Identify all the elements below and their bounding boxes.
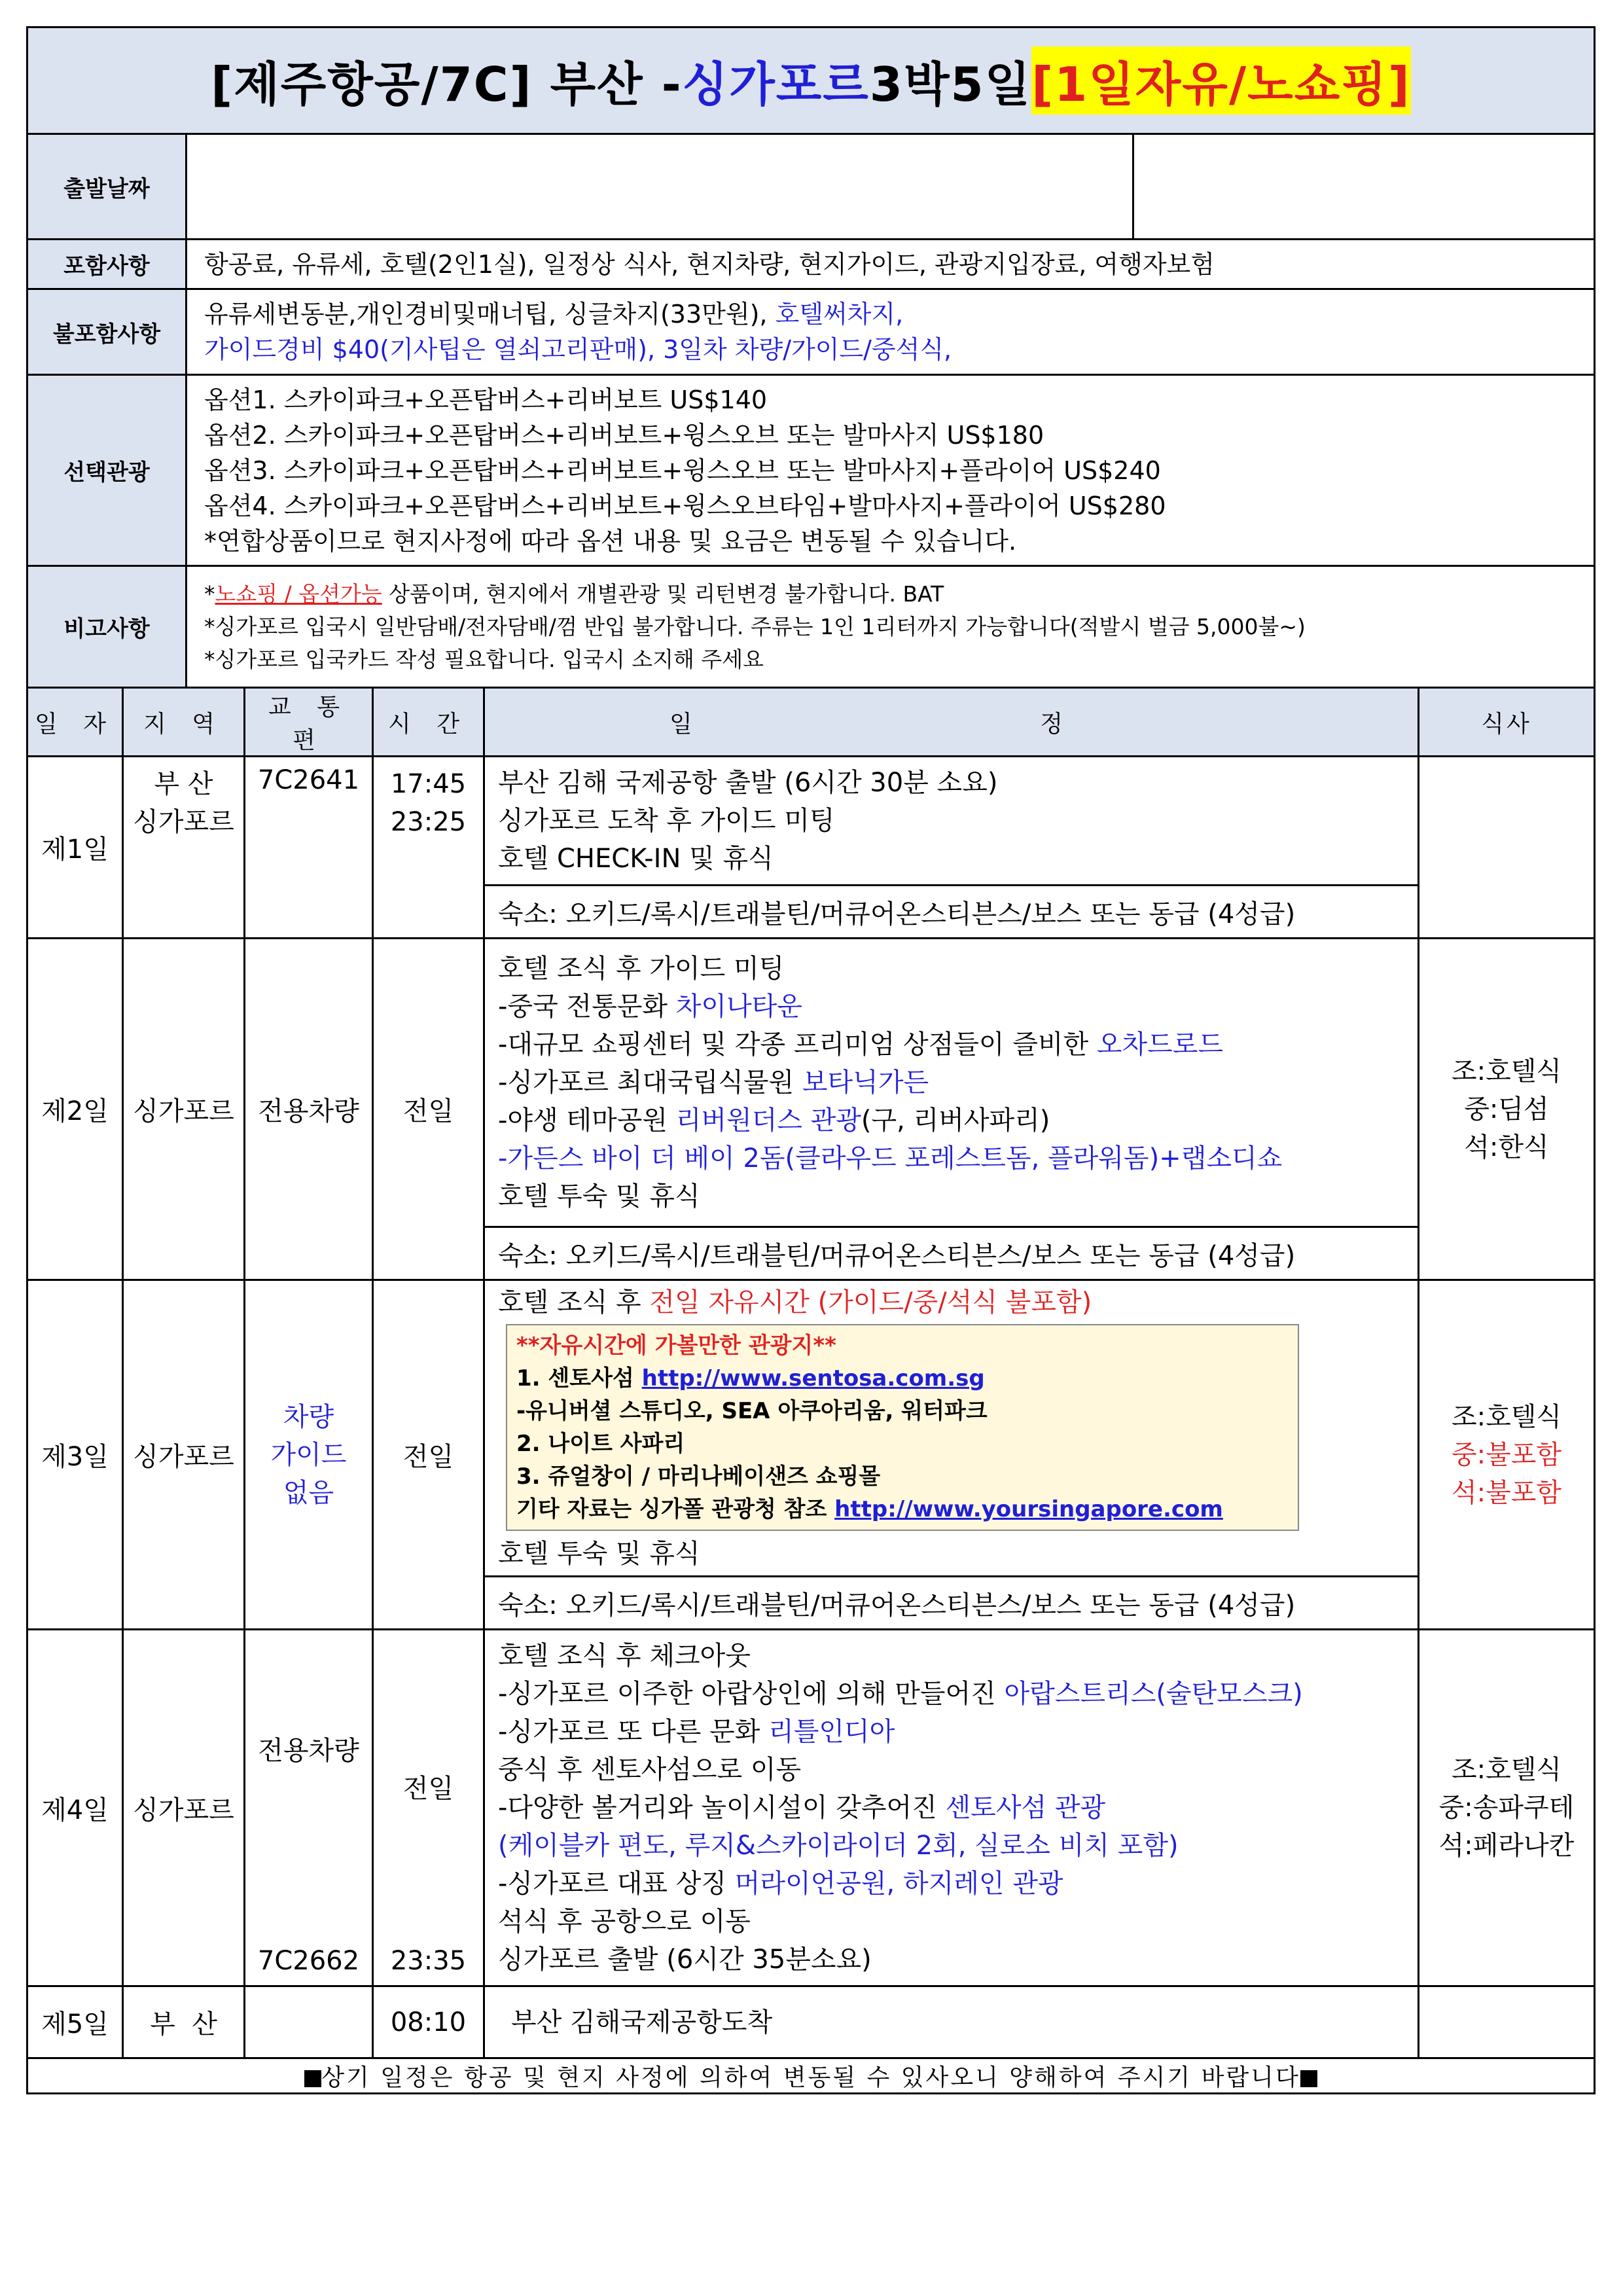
day3-time: 전일	[373, 1280, 484, 1630]
day4-meal	[1419, 1630, 1595, 1986]
day4-sentosa: 센토사섬 관광	[945, 1793, 1106, 1823]
day3-transport-guide: 가이드	[270, 1439, 347, 1470]
day2-chinatown: 차이나타운	[675, 992, 802, 1022]
day2-breakfast: 조:호텔식	[1451, 1056, 1562, 1086]
footer-text: 상기 일정은 항공 및 현지 사정에 의하여 변동될 수 있사오니 양해하여 주시기 바랍니다	[321, 2064, 1300, 2091]
title-badge: [1일자유/노쇼핑]	[1031, 46, 1411, 115]
schedule-table	[26, 687, 1596, 2059]
day4-region: 싱가포르	[123, 1630, 245, 1986]
header-transport: 교 통 편	[245, 688, 373, 757]
day5-row	[27, 1986, 1595, 2058]
day3-breakfast: 조:호텔식	[1451, 1401, 1562, 1432]
day4-transport	[245, 1630, 373, 1986]
day4-dinner: 석:페라나칸	[1438, 1831, 1575, 1861]
day2-transport: 전용차량	[245, 939, 373, 1280]
day2-region: 싱가포르	[123, 939, 245, 1280]
day5-label: 제5일	[27, 1986, 123, 2058]
day4-flight: 7C2662	[257, 1946, 360, 1976]
option-item: 옵션1. 스카이파크+오픈탑버스+리버보트 US$140	[204, 385, 768, 414]
day2-orchard: 오차드로드	[1096, 1030, 1224, 1060]
day5-transport	[245, 1986, 373, 2058]
departure-extra-field[interactable]	[1133, 134, 1595, 240]
remark-3: *싱가포르 입국카드 작성 필요합니다. 입국시 소지해 주세요	[204, 646, 764, 672]
remarks-text	[187, 566, 1595, 688]
header-day: 일 자	[27, 688, 123, 757]
day1-region-singapore: 싱가포르	[133, 807, 234, 837]
day2-dinner: 석:한식	[1464, 1132, 1549, 1162]
day5-region: 부 산	[123, 1986, 245, 2058]
day1-row	[27, 757, 1595, 886]
day4-arab-street: 아랍스트리스(술탄모스크)	[1004, 1679, 1303, 1709]
title-prefix: [제주항공/7C] 부산 -	[211, 57, 683, 112]
day1-flight: 7C2641	[245, 757, 373, 939]
footer-table	[26, 2057, 1596, 2094]
day3-free-time: 전일 자유시간 (가이드/중/석식 불포함)	[649, 1287, 1092, 1318]
recommend-item: 1. 센토사섬	[516, 1365, 642, 1391]
day2-meal	[1419, 939, 1595, 1280]
day2-botanic: 보타닉가든	[802, 1067, 929, 1098]
exclude-line2: 가이드경비 $40(기사팁은 열쇠고리판매), 3일차 차량/가이드/중석식,	[204, 335, 952, 364]
yoursingapore-link[interactable]: http://www.yoursingapore.com	[834, 1496, 1223, 1522]
recommend-item: -유니버셜 스튜디오, SEA 아쿠아리움, 워터파크	[516, 1398, 988, 1424]
exclude-line1: 유류세변동분,개인경비및매너팁, 싱글차지(33만원),	[204, 300, 776, 329]
day4-row	[27, 1630, 1595, 1986]
day4-item: -싱가포르 또 다른 문화	[498, 1717, 769, 1747]
day2-item: (구, 리버사파리)	[861, 1105, 1050, 1136]
day4-merlion: 머라이언공원, 하지레인 관광	[734, 1869, 1063, 1899]
departure-date-field[interactable]	[187, 134, 1133, 240]
day2-row	[27, 939, 1595, 1227]
day1-item: 부산 김해 국제공항 출발 (6시간 30분 소요)	[498, 768, 998, 798]
header-region: 지 역	[123, 688, 245, 757]
day5-time: 08:10	[373, 1986, 484, 2058]
recommend-title: **자유시간에 가볼만한 관광지**	[516, 1333, 836, 1359]
day4-sentosa-detail: (케이블카 편도, 루지&스카이라이더 2회, 실로소 비치 포함)	[498, 1831, 1179, 1861]
day2-schedule	[484, 939, 1419, 1227]
day1-time	[373, 757, 484, 939]
day1-label: 제1일	[27, 757, 123, 939]
day2-hotel: 숙소: 오키드/록시/트래블틴/머큐어온스티븐스/보스 또는 동급 (4성급)	[484, 1227, 1419, 1280]
recommend-item: 기타 자료는 싱가폴 관광청 참조	[516, 1496, 835, 1522]
day1-item: 싱가포르 도착 후 가이드 미팅	[498, 806, 835, 836]
day1-time-arrive: 23:25	[390, 807, 467, 837]
day2-time: 전일	[373, 939, 484, 1280]
day3-dinner: 석:불포함	[1451, 1477, 1562, 1508]
day2-item: 호텔 조식 후 가이드 미팅	[498, 954, 785, 984]
option-label: 선택관광	[27, 375, 187, 566]
day3-transport-car: 차량	[283, 1401, 334, 1432]
day4-time-depart: 23:35	[390, 1946, 467, 1976]
exclude-label: 불포함사항	[27, 289, 187, 375]
day3-item: 호텔 투숙 및 휴식	[498, 1539, 700, 1569]
day3-recommend-box	[506, 1324, 1299, 1531]
footer-notice	[27, 2058, 1595, 2094]
option-item: 옵션4. 스카이파크+오픈탑버스+리버보트+윙스오브타임+발마사지+플라이어 US$280	[204, 491, 1166, 520]
day2-gardens: -가든스 바이 더 베이 2돔(클라우드 포레스트돔, 플라워돔)+랩소디쇼	[498, 1143, 1283, 1174]
day2-lunch: 중:딤섬	[1464, 1094, 1549, 1124]
day3-row	[27, 1280, 1595, 1577]
day4-schedule	[484, 1630, 1419, 1986]
day1-time-depart: 17:45	[390, 769, 467, 799]
day3-transport	[245, 1280, 373, 1630]
day2-item: -대규모 쇼핑센터 및 각종 프리미엄 상점들이 즐비한	[498, 1030, 1097, 1060]
day3-label: 제3일	[27, 1280, 123, 1630]
option-list	[187, 375, 1595, 566]
page-title	[26, 26, 1596, 135]
day4-time	[373, 1630, 484, 1986]
day4-item: -싱가포르 이주한 아랍상인에 의해 만들어진	[498, 1679, 1005, 1709]
sentosa-link[interactable]: http://www.sentosa.com.sg	[641, 1365, 985, 1391]
day3-meal	[1419, 1280, 1595, 1630]
day3-item: 호텔 조식 후	[498, 1287, 650, 1318]
day1-item: 호텔 CHECK-IN 및 휴식	[498, 844, 774, 874]
day2-riverwonders: 리버원더스 관광	[675, 1105, 861, 1136]
day4-item: 싱가포르 출발 (6시간 35분소요)	[498, 1945, 872, 1975]
departure-label: 출발날짜	[27, 134, 187, 240]
day2-item: -싱가포르 최대국립식물원	[498, 1067, 802, 1098]
title-destination: 싱가포르	[682, 57, 870, 112]
option-item: 옵션2. 스카이파크+오픈탑버스+리버보트+윙스오브 또는 발마사지 US$180	[204, 420, 1044, 450]
info-table	[26, 133, 1596, 689]
day2-item: -야생 테마공원	[498, 1105, 676, 1136]
day4-little-india: 리틀인디아	[768, 1717, 895, 1747]
option-note: *연합상품이므로 현지사정에 따라 옵션 내용 및 요금은 변동될 수 있습니다.	[204, 526, 1017, 556]
remark-2: *싱가포르 입국시 일반담배/전자담배/껌 반입 불가합니다. 주류는 1인 1리터까지 가능합니다(적발시 벌금 5,000불~)	[204, 613, 1306, 639]
day1-hotel: 숙소: 오키드/록시/트래블틴/머큐어온스티븐스/보스 또는 동급 (4성급)	[484, 886, 1419, 939]
day5-schedule: 부산 김해국제공항도착	[484, 1986, 1419, 2058]
day3-lunch: 중:불포함	[1451, 1439, 1562, 1470]
include-text: 항공료, 유류세, 호텔(2인1실), 일정상 식사, 현지차량, 현지가이드, 관광지입장료, 여행자보험	[187, 240, 1595, 289]
day1-region-busan: 부 산	[154, 769, 213, 799]
day4-item: -다양한 볼거리와 놀이시설이 갖추어진	[498, 1793, 946, 1823]
day4-breakfast: 조:호텔식	[1451, 1755, 1562, 1785]
recommend-item: 3. 쥬얼창이 / 마리나베이샌즈 쇼핑몰	[516, 1463, 881, 1490]
option-item: 옵션3. 스카이파크+오픈탑버스+리버보트+윙스오브 또는 발마사지+플라이어 US$240	[204, 456, 1161, 485]
day2-label: 제2일	[27, 939, 123, 1280]
remarks-label: 비고사항	[27, 566, 187, 688]
header-schedule: 일 정	[484, 688, 1419, 757]
remark-noshopping: 노쇼핑 / 옵션가능	[215, 581, 382, 607]
day1-region	[123, 757, 245, 939]
day3-region: 싱가포르	[123, 1280, 245, 1630]
recommend-item: 2. 나이트 사파리	[516, 1431, 685, 1457]
remark-star: *	[204, 581, 215, 607]
day4-item: 석식 후 공항으로 이동	[498, 1907, 751, 1937]
header-meal: 식사	[1419, 688, 1595, 757]
day4-item: 중식 후 센토사섬으로 이동	[498, 1755, 802, 1785]
square-bullet-icon	[1300, 2070, 1317, 2087]
title-duration: 3박5일	[869, 57, 1032, 112]
day1-meal	[1419, 757, 1595, 939]
header-time: 시 간	[373, 688, 484, 757]
day4-item: -싱가포르 대표 상징	[498, 1869, 735, 1899]
day5-meal	[1419, 1986, 1595, 2058]
day4-label: 제4일	[27, 1630, 123, 1986]
day3-hotel: 숙소: 오키드/록시/트래블틴/머큐어온스티븐스/보스 또는 동급 (4성급)	[484, 1577, 1419, 1630]
exclude-hotel-surcharge: 호텔써차지,	[775, 300, 904, 329]
day3-schedule	[484, 1280, 1419, 1577]
day3-transport-none: 없음	[283, 1477, 334, 1508]
include-label: 포함사항	[27, 240, 187, 289]
square-bullet-icon	[304, 2070, 321, 2087]
day2-item: 호텔 투숙 및 휴식	[498, 1181, 700, 1211]
exclude-text	[187, 289, 1595, 375]
remark-1: 상품이며, 현지에서 개별관광 및 리턴변경 불가합니다. BAT	[382, 581, 944, 607]
itinerary-page	[26, 26, 1596, 2094]
day1-schedule	[484, 757, 1419, 886]
day4-transport-car: 전용차량	[258, 1736, 359, 1766]
day4-item: 호텔 조식 후 체크아웃	[498, 1641, 751, 1671]
day4-lunch: 중:송파쿠테	[1438, 1793, 1575, 1823]
day4-time-allday: 전일	[402, 1774, 454, 1804]
day2-item: -중국 전통문화	[498, 992, 676, 1022]
